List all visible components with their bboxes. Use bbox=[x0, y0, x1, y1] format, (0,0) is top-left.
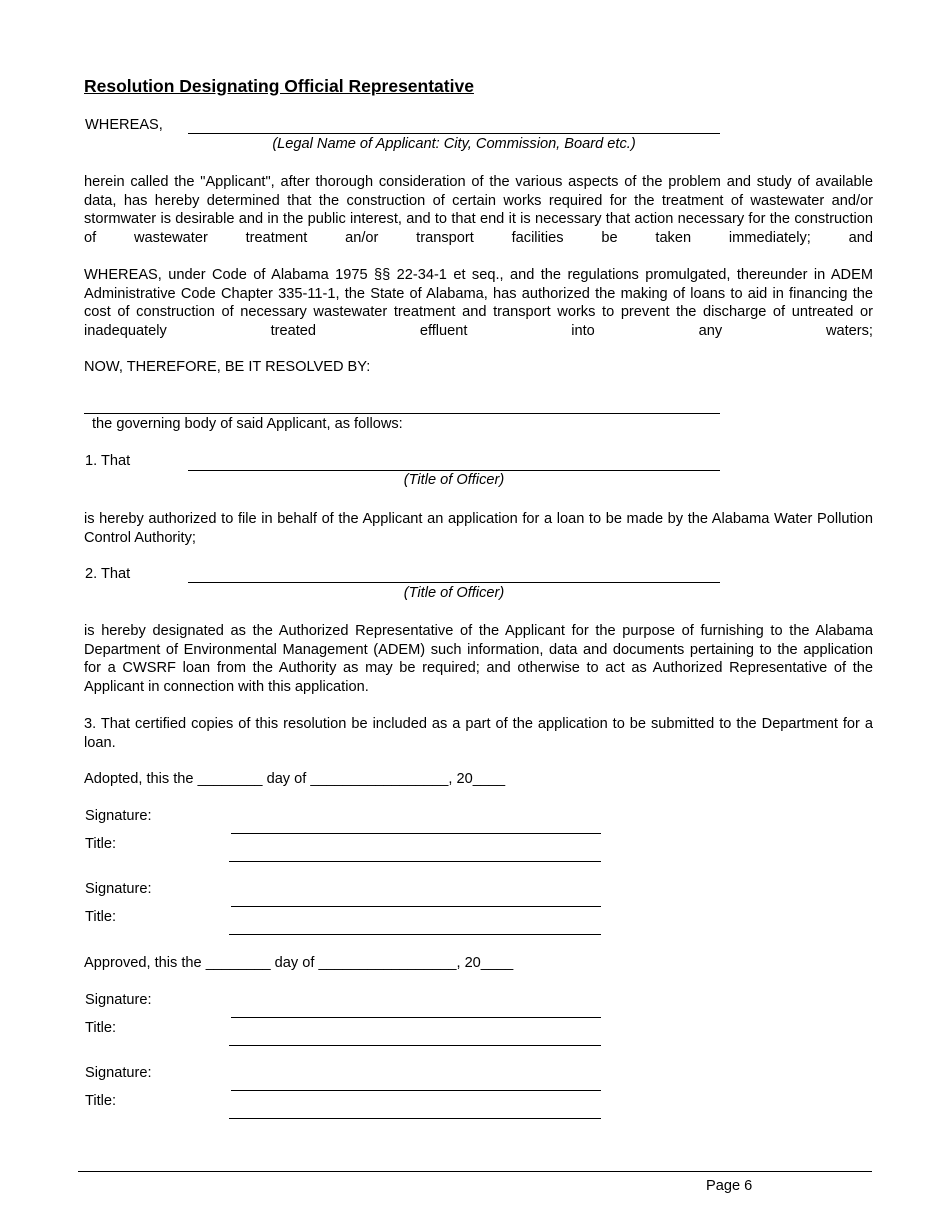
item2-officer-line[interactable] bbox=[188, 582, 720, 583]
item1-officer-line[interactable] bbox=[188, 470, 720, 471]
paragraph-designated: is hereby designated as the Authorized Representative of the Applicant for the purpose of furnishing to the Alabama Department of Environmental Management (ADEM) such information, data and documents pertaining to the application for a CWSRF loan from the Authority as may be required; and otherwise to act as Authorized Representative of the Applicant in connection with this application. bbox=[84, 623, 873, 696]
title-label: Title: bbox=[85, 909, 117, 925]
title-line[interactable] bbox=[229, 1045, 601, 1046]
paragraph-applicant: herein called the "Applicant", after thorough consideration of the various aspects of the problem and study of available data, has hereby determined that the construction of certain works required for the treatment of wastewater and/or stormwater is desirable and in the public interest, and to that end it is necessary that action necessary for the construction of wastewater treatment an/or transport facilities be taken immediately; and bbox=[84, 174, 873, 247]
footer-rule bbox=[78, 1171, 872, 1172]
title-line[interactable] bbox=[229, 1118, 601, 1119]
approved-date-line[interactable]: Approved, this the ________ day of _________________, 20____ bbox=[84, 955, 514, 971]
applicant-name-line[interactable] bbox=[188, 133, 720, 134]
document-title: Resolution Designating Official Representative bbox=[84, 76, 474, 96]
signature-label: Signature: bbox=[85, 881, 152, 897]
resolved-heading: NOW, THEREFORE, BE IT RESOLVED BY: bbox=[84, 359, 371, 375]
whereas-label: WHEREAS, bbox=[85, 117, 163, 133]
signature-line[interactable] bbox=[231, 833, 601, 834]
page-number: Page 6 bbox=[706, 1178, 753, 1194]
signature-label: Signature: bbox=[85, 808, 152, 824]
governing-body-line[interactable] bbox=[84, 413, 720, 414]
title-label: Title: bbox=[85, 836, 117, 852]
signature-label: Signature: bbox=[85, 992, 152, 1008]
item2-label: 2. That bbox=[85, 566, 131, 582]
title-line[interactable] bbox=[229, 861, 601, 862]
title-line[interactable] bbox=[229, 934, 601, 935]
item1-label: 1. That bbox=[85, 453, 131, 469]
governing-body-text: the governing body of said Applicant, as follows: bbox=[92, 416, 403, 432]
title-label: Title: bbox=[85, 1020, 117, 1036]
signature-label: Signature: bbox=[85, 1065, 152, 1081]
item1-officer-caption: (Title of Officer) bbox=[403, 472, 505, 488]
adopted-date-line[interactable]: Adopted, this the ________ day of _________________, 20____ bbox=[84, 771, 506, 787]
signature-line[interactable] bbox=[231, 1017, 601, 1018]
paragraph-whereas-code: WHEREAS, under Code of Alabama 1975 §§ 22-34-1 et seq., and the regulations promulgated, thereunder in ADEM Administrative Code Chapter 335-11-1, the State of Alabama, has authorized the making of loans to aid in financing the cost of construction of necessary wastewater treatment and transport works to prevent the discharge of untreated or inadequately treated effluent into any waters; bbox=[84, 267, 873, 340]
signature-line[interactable] bbox=[231, 1090, 601, 1091]
title-label: Title: bbox=[85, 1093, 117, 1109]
paragraph-authorized: is hereby authorized to file in behalf of the Applicant an application for a loan to be made by the Alabama Water Pollution Control Authority; bbox=[84, 511, 873, 546]
paragraph-certified-copies: 3. That certified copies of this resolution be included as a part of the application to be submitted to the Department for a loan. bbox=[84, 716, 873, 751]
item2-officer-caption: (Title of Officer) bbox=[403, 585, 505, 601]
signature-line[interactable] bbox=[231, 906, 601, 907]
applicant-name-caption: (Legal Name of Applicant: City, Commission, Board etc.) bbox=[272, 136, 636, 152]
